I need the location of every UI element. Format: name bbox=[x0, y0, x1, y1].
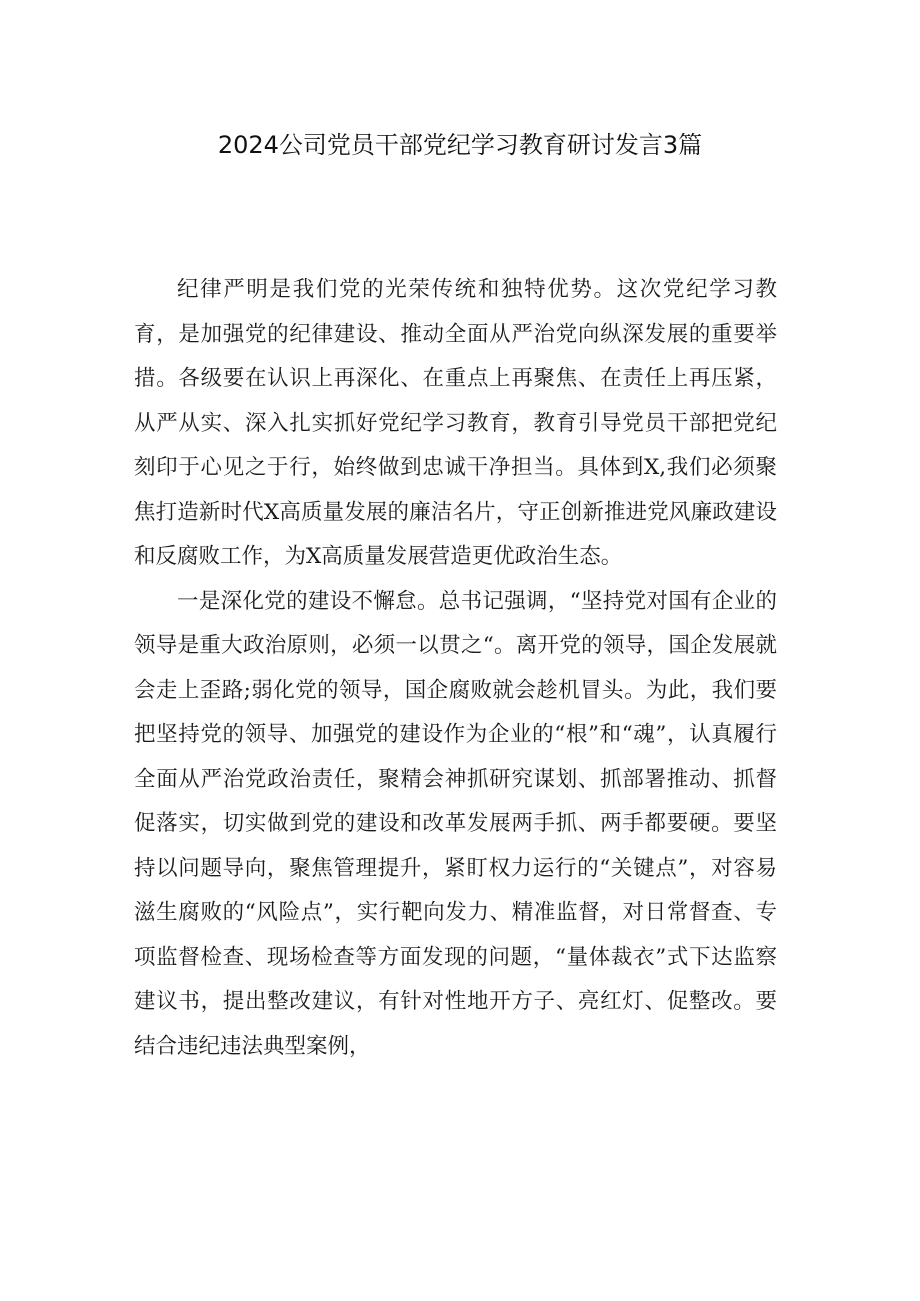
document-body bbox=[134, 268, 777, 1069]
paragraph-point-one: 一是深化党的建设不懈怠。总书记强调，“坚持党对国有企业的领导是重大政治原则，必须一以贯之“。离开党的领导，国企发展就会走上歪路;弱化党的领导，国企腐败就会趁机冒头。为此，我们要把坚持党的领导、加强党的建设作为企业的“根”和“魂”，认真履行全面从严治党政治责任，聚精会神抓研究谋划、抓部署推动、抓督促落实，切实做到党的建设和改革发展两手抓、两手都要硬。要坚持以问题导向，聚焦管理提升，紧盯权力运行的“关键点”，对容易滋生腐败的“风险点”，实行靶向发力、精准监督，对日常督查、专项监督检查、现场检查等方面发现的问题，“量体裁衣”式下达监察建议书，提出整改建议，有针对性地开方子、亮红灯、促整改。要结合违纪违法典型案例， bbox=[134, 588, 777, 1059]
document-title: 2024公司党员干部党纪学习教育研讨发言3篇 bbox=[217, 131, 703, 159]
paragraph-intro: 纪律严明是我们党的光荣传统和独特优势。这次党纪学习教育，是加强党的纪律建设、推动全面从严治党向纵深发展的重要举措。各级要在认识上再深化、在重点上再聚焦、在责任上再压紧，从严从实、深入扎实抓好党纪学习教育，教育引导党员干部把党纪刻印于心见之于行，始终做到忠诚干净担当。具体到X,我们必须聚焦打造新时代X高质量发展的廉洁名片，守正创新推进党风廉政建设和反腐败工作，为X高质量发展营造更优政治生态。 bbox=[134, 277, 777, 569]
